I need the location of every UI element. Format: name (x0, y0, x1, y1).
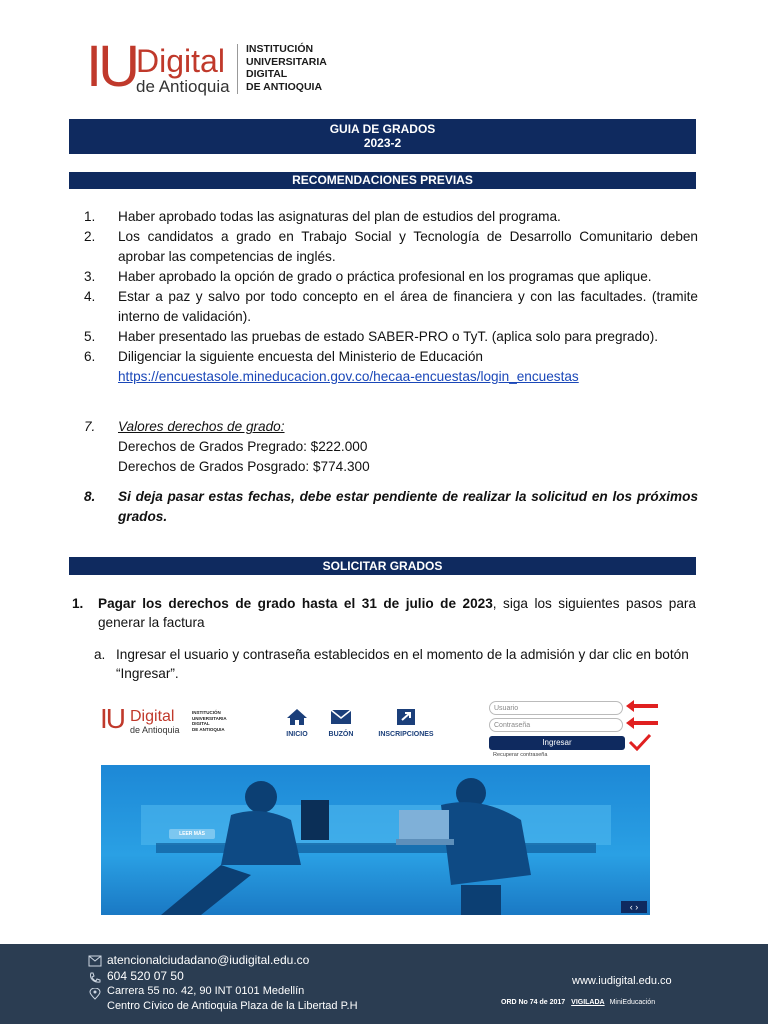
embedded-logo: IU Digital de Antioquia INSTITUCIÓN UNIVERSITARIA DIGITAL DE ANTIOQUIA (100, 703, 227, 735)
chevron-left-icon: ‹ (629, 902, 633, 912)
login-button[interactable]: Ingresar (489, 736, 625, 750)
logo-institution-text: INSTITUCIÓN UNIVERSITARIA DIGITAL DE ANTIOQUIA (246, 43, 327, 93)
recommendations-list (78, 207, 698, 387)
footer-website[interactable]: www.iudigital.edu.co (572, 975, 672, 987)
list-item: 4. Estar a paz y salvo por todo concepto en el área de financiera y con las facultades. (tramite interno de validación). (84, 289, 698, 324)
warning-item: 8. Si deja pasar estas fechas, debe estar pendiente de realizar la solicitud en los próximos grados. (84, 489, 698, 524)
step-1-bold: Pagar los derechos de grado hasta el 31 de julio de 2023 (98, 596, 493, 611)
footer-legal: ORD No 74 de 2017 VIGILADA MiniEducación (501, 999, 656, 1006)
footer (0, 944, 768, 1024)
fees-item: 7. Valores derechos de grado: Derechos de Grados Pregrado: $222.000 Derechos de Grados Posgrado: $774.300 (84, 419, 370, 474)
fee-pregrado: Derechos de Grados Pregrado: $222.000 (118, 439, 368, 454)
read-more-button[interactable]: LEER MÁS (169, 829, 215, 839)
carousel-arrows[interactable] (621, 901, 647, 913)
home-icon (286, 708, 308, 726)
fee-posgrado: Derechos de Grados Posgrado: $774.300 (118, 459, 370, 474)
guide-title: GUIA DE GRADOS (329, 122, 436, 136)
hero-illustration (101, 765, 650, 915)
list-item: 6. Diligenciar la siguiente encuesta del Ministerio de Educación https://encuestasole.mineducacion.gov.co/hecaa-encuestas/login_encuestas (84, 349, 579, 384)
logo-de-antioquia: de Antioquia (136, 77, 230, 96)
username-input[interactable]: Usuario (489, 701, 623, 715)
list-item: 3. Haber aprobado la opción de grado o práctica profesional en los programas que aplique. (84, 269, 652, 284)
guide-period: 2023-2 (363, 136, 402, 150)
footer-email[interactable]: atencionalciudadano@iudigital.edu.co (107, 953, 310, 967)
list-item: 5. Haber presentado las pruebas de estado SABER-PRO o TyT. (aplica solo para pregrado). (84, 329, 659, 344)
step-a: a. Ingresar el usuario y contraseña establecidos en el momento de la admisión y dar clic en botón “Ingresar”. (94, 647, 689, 681)
footer-address-1: Carrera 55 no. 42, 90 INT 0101 Medellín (107, 985, 305, 997)
fees-heading: Valores derechos de grado: (118, 419, 285, 434)
logo-iu: IU (86, 34, 136, 99)
nav-buzon[interactable]: BUZÓN (324, 708, 358, 738)
arrow-left-icon (626, 717, 658, 729)
logo-divider (237, 44, 238, 94)
mail-icon (330, 708, 352, 726)
nav-inicio[interactable]: INICIO (282, 708, 312, 738)
recover-password-link[interactable]: Recuperar contraseña (493, 752, 548, 758)
phone-icon (88, 972, 102, 984)
arrow-left-icon (626, 700, 658, 712)
chevron-right-icon: › (635, 902, 639, 912)
location-icon (88, 988, 102, 1000)
list-item: 2. Los candidatos a grado en Trabajo Social y Tecnología de Desarrollo Comunitario deben aprobar las competencias de inglés. (84, 229, 698, 264)
guide-title-bar (69, 119, 696, 154)
step-1: 1. Pagar los derechos de grado hasta el 31 de julio de 2023, siga los siguientes pasos para generar la factura (72, 596, 696, 630)
survey-link[interactable]: https://encuestasole.mineducacion.gov.co/hecaa-encuestas/login_encuestas (118, 369, 579, 384)
hero-banner (101, 765, 650, 915)
list-item: 1. Haber aprobado todas las asignaturas del plan de estudios del programa. (84, 209, 561, 224)
request-title: SOLICITAR GRADOS (69, 557, 696, 575)
logo-digital: Digital (136, 43, 225, 79)
checkmark-icon (628, 733, 652, 751)
recommendations-title: RECOMENDACIONES PREVIAS (69, 172, 696, 189)
footer-phone[interactable]: 604 520 07 50 (107, 969, 184, 983)
password-input[interactable]: Contraseña (489, 718, 623, 732)
footer-address-2: Centro Cívico de Antioquia Plaza de la Libertad P.H (107, 1000, 358, 1012)
nav-inscripciones[interactable]: INSCRIPCIONES (370, 708, 442, 738)
external-link-icon (396, 708, 416, 726)
email-icon (88, 955, 102, 967)
